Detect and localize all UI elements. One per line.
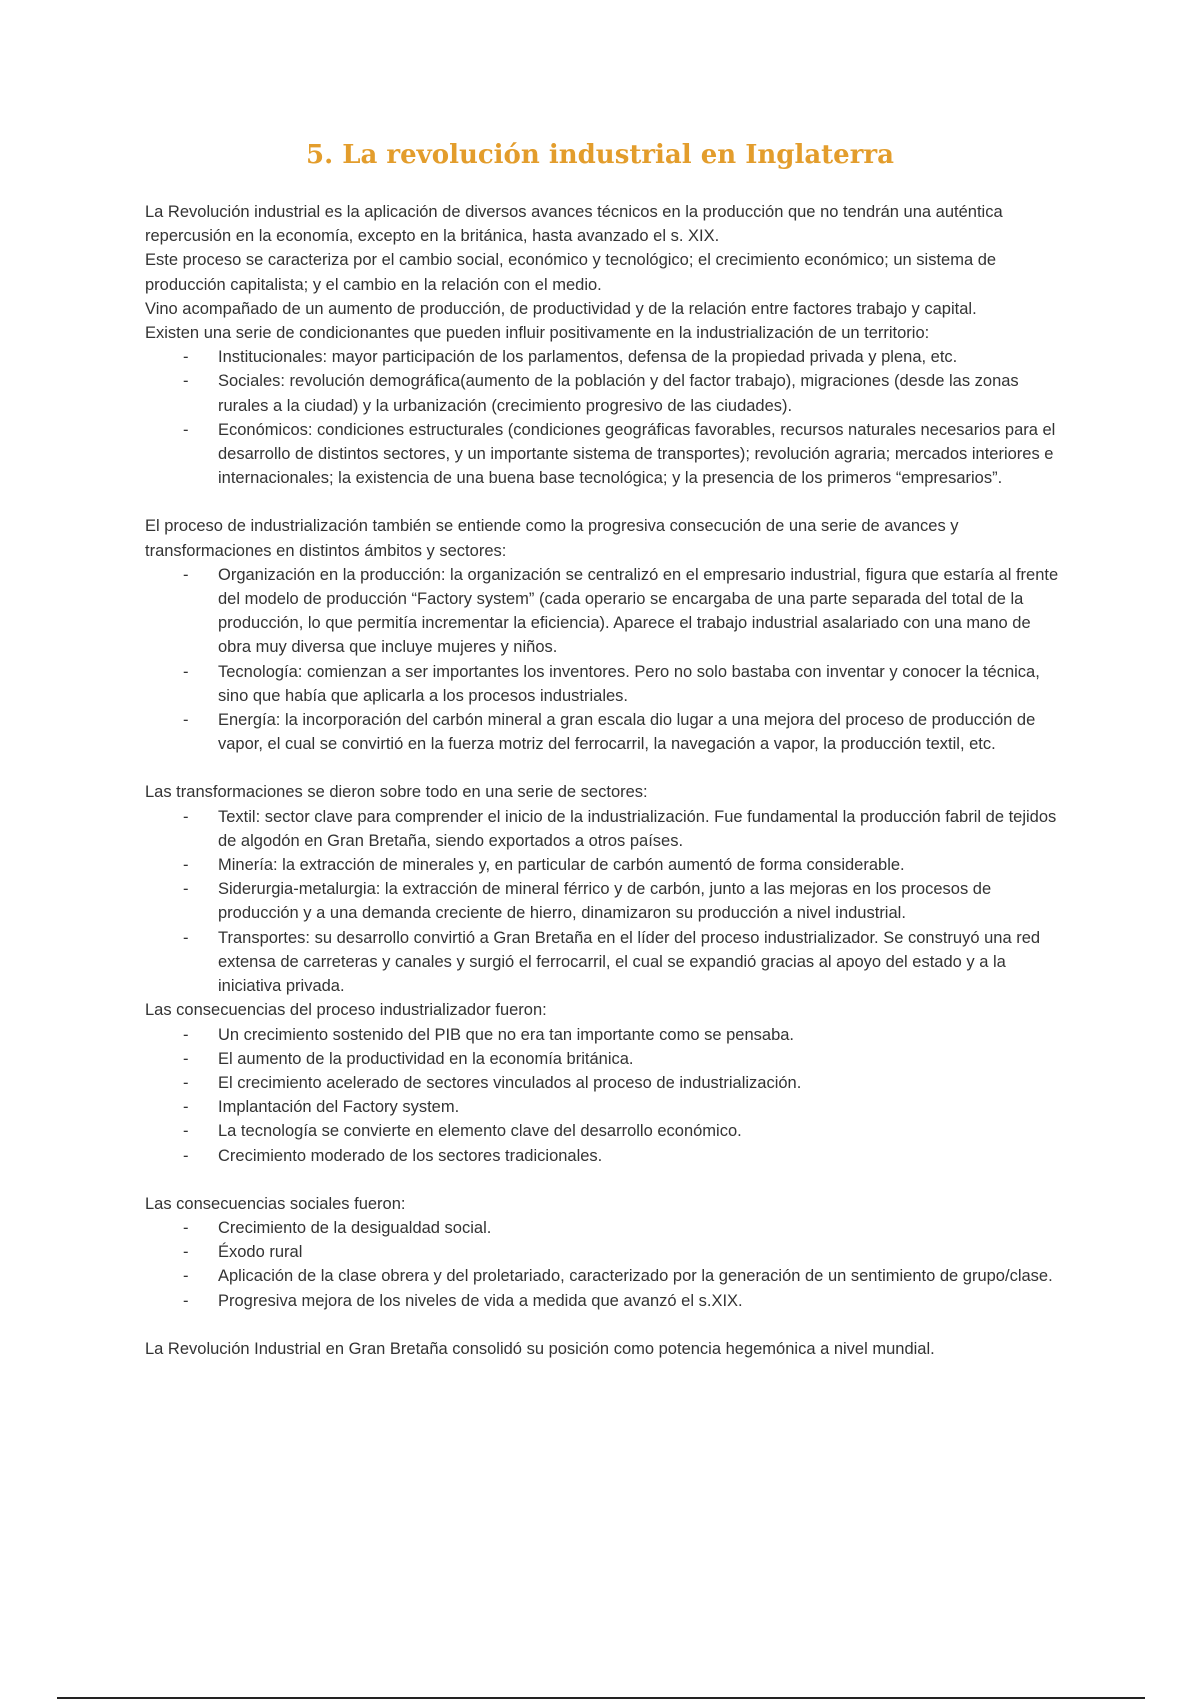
list-item: - El aumento de la productividad en la economía británica. [145, 1047, 1065, 1071]
list-item: - Económicos: condiciones estructurales (condiciones geográficas favorables, recursos naturales necesarios para el desarrollo de distintos sectores, y un importante sistema de transportes); revolución agraria; mercados interiores e internacionales; la existencia de una buena base tecnológica; y la presencia de los primeros “empresarios”. [145, 418, 1065, 491]
sectores-intro: Las transformaciones se dieron sobre todo en una serie de sectores: [145, 783, 648, 802]
page-title: 5. La revolución industrial en Inglaterra [306, 140, 894, 170]
list-item: - Siderurgia-metalurgia: la extracción de mineral férrico y de carbón, junto a las mejoras en los procesos de producción y a una demanda creciente de hierro, dinamizaron su producción a nivel industrial. [145, 877, 1065, 925]
document-body [145, 200, 1065, 1361]
intro-paragraph: Este proceso se caracteriza por el cambio social, económico y tecnológico; el crecimiento económico; un sistema de producción capitalista; y el cambio en la relación con el medio. [145, 251, 997, 294]
list-item: - Transportes: su desarrollo convirtió a Gran Bretaña en el líder del proceso industrializador. Se construyó una red extensa de carreteras y canales y surgió el ferrocarril, el cual se expandió gracias al apoyo del estado y a la iniciativa privada. [145, 926, 1065, 999]
list-item: - La tecnología se convierte en elemento clave del desarrollo económico. [145, 1119, 1065, 1143]
list-item: - Un crecimiento sostenido del PIB que no era tan importante como se pensaba. [145, 1023, 1065, 1047]
list-item: - Tecnología: comienzan a ser importantes los inventores. Pero no solo bastaba con inventar y conocer la técnica, sino que había que aplicarla a los procesos industriales. [145, 660, 1065, 708]
list-item: - Implantación del Factory system. [145, 1095, 1065, 1119]
list-item: - Éxodo rural [145, 1240, 1065, 1264]
conclusion-paragraph: La Revolución Industrial en Gran Bretaña consolidó su posición como potencia hegemónica a nivel mundial. [145, 1339, 935, 1358]
sociales-intro: Las consecuencias sociales fueron: [145, 1194, 406, 1213]
list-item: - El crecimiento acelerado de sectores vinculados al proceso de industrialización. [145, 1071, 1065, 1095]
ambitos-list [145, 563, 1065, 757]
list-item: - Energía: la incorporación del carbón mineral a gran escala dio lugar a una mejora del proceso de producción de vapor, el cual se convirtió en la fuerza motriz del ferrocarril, la navegación a vapor, la producción textil, etc. [145, 708, 1065, 756]
list-item: - Sociales: revolución demográfica(aumento de la población y del factor trabajo), migraciones (desde las zonas rurales a la ciudad) y la urbanización (crecimiento progresivo de las ciudades). [145, 369, 1065, 417]
intro-paragraph: La Revolución industrial es la aplicación de diversos avances técnicos en la producción que no tendrán una auténtica repercusión en la economía, excepto en la británica, hasta avanzado el s. XIX. [145, 203, 1003, 246]
intro-paragraph: Existen una serie de condicionantes que pueden influir positivamente en la industrialización de un territorio: [145, 324, 930, 343]
consecuencias-intro: Las consecuencias del proceso industrializador fueron: [145, 1001, 547, 1020]
condicionantes-list [145, 345, 1065, 490]
list-item: - Minería: la extracción de minerales y, en particular de carbón aumentó de forma considerable. [145, 853, 1065, 877]
sectores-list [145, 805, 1065, 999]
intro-paragraph: Vino acompañado de un aumento de producción, de productividad y de la relación entre factores trabajo y capital. [145, 299, 977, 318]
list-item: - Organización en la producción: la organización se centralizó en el empresario industrial, figura que estaría al frente del modelo de producción “Factory system” (cada operario se encargaba de una parte separada del total de la producción, lo que permitía incrementar la eficiencia). Aparece el trabajo industrial asalariado con una mano de obra muy diversa que incluye mujeres y niños. [145, 563, 1065, 660]
list-item: - Aplicación de la clase obrera y del proletariado, caracterizado por la generación de un sentimiento de grupo/clase. [145, 1264, 1065, 1288]
list-item: - Institucionales: mayor participación de los parlamentos, defensa de la propiedad privada y plena, etc. [145, 345, 1065, 369]
footer-divider [57, 1697, 1145, 1699]
list-item: - Progresiva mejora de los niveles de vida a medida que avanzó el s.XIX. [145, 1289, 1065, 1313]
list-item: - Crecimiento de la desigualdad social. [145, 1216, 1065, 1240]
list-item: - Crecimiento moderado de los sectores tradicionales. [145, 1144, 1065, 1168]
list-item: - Textil: sector clave para comprender el inicio de la industrialización. Fue fundamental la producción fabril de tejidos de algodón en Gran Bretaña, siendo exportados a otros países. [145, 805, 1065, 853]
proceso-intro: El proceso de industrialización también se entiende como la progresiva consecución de una serie de avances y transformaciones en distintos ámbitos y sectores: [145, 517, 959, 560]
sociales-list [145, 1216, 1065, 1313]
consecuencias-list [145, 1023, 1065, 1168]
